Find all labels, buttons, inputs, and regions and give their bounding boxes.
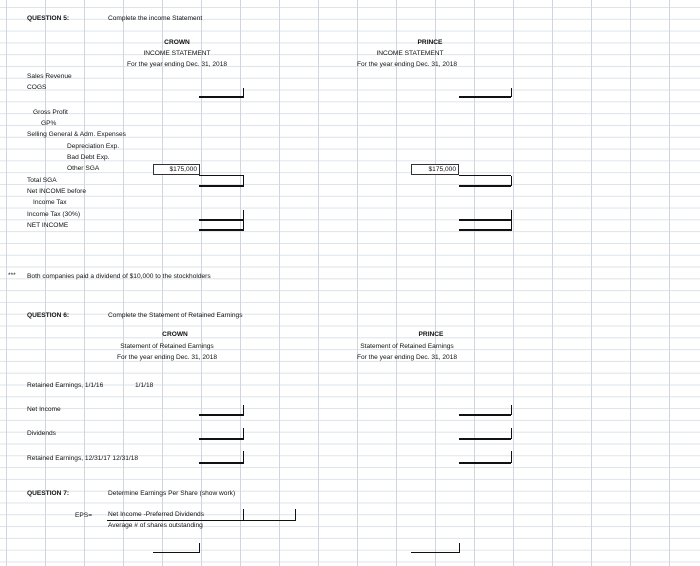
re-ending-prince-edge [511, 451, 512, 463]
eps-answer-cell-edge [295, 509, 296, 521]
net-income-crown-edge [243, 210, 244, 231]
re-net-income-prince-underline [459, 414, 511, 416]
net-income-crown-double-underline [199, 229, 244, 231]
cogs-prince-cell-edge [511, 88, 512, 97]
eps-numerator: Net Income -Preferred Dividends [108, 511, 205, 518]
re-dividends-prince-edge [511, 428, 512, 439]
cogs-crown-cell-edge [243, 88, 244, 97]
eps-prince-answer-line [411, 552, 460, 553]
re-ending-crown-edge [243, 451, 244, 463]
net-income-prince-edge [511, 210, 512, 231]
eps-prince-answer-edge [459, 543, 460, 553]
total-sga-prince-underline [459, 185, 511, 187]
row-label-income-tax-pct: Income Tax (30%) [27, 211, 81, 218]
question-6-label: QUESTION 6: [27, 312, 70, 319]
row-label-cogs: COGS [27, 84, 47, 91]
row-label-total-sga: Total SGA [27, 177, 57, 184]
prince-income-statement-period: For the year ending Dec. 31, 2018 [356, 61, 458, 68]
total-sga-crown-edge [243, 176, 244, 186]
income-tax-prince-underline [459, 219, 511, 221]
row-label-gross-profit: Gross Profit [33, 109, 68, 116]
prince-re-statement-period: For the year ending Dec. 31, 2018 [356, 354, 458, 361]
row-label-re-net-income: Net Income [27, 406, 61, 413]
re-net-income-crown-edge [243, 405, 244, 415]
prince-company-name: PRINCE [417, 39, 443, 46]
re-net-income-prince-edge [511, 405, 512, 415]
question-5-label: QUESTION 5: [27, 15, 70, 22]
crown-income-statement-title: INCOME STATEMENT [143, 50, 211, 57]
row-label-sga-header: Selling General & Adm. Expenses [27, 131, 126, 138]
total-sga-prince-edge [511, 176, 512, 186]
re-ending-prince-double-underline [459, 462, 511, 464]
row-label-re-beginning-alt: 1/1/18 [135, 382, 154, 389]
eps-label: EPS= [75, 512, 93, 519]
crown-other-sga-cell[interactable]: $175,000 [153, 164, 200, 175]
prince-re-statement-title: Statement of Retained Earnings [360, 343, 454, 350]
re-net-income-crown-underline [199, 414, 244, 416]
row-label-income-tax: Income Tax [33, 199, 67, 206]
prince-re-company-name: PRINCE [418, 331, 444, 338]
question-7-instruction: Determine Earnings Per Share (show work) [108, 490, 236, 497]
total-sga-crown-underline [199, 185, 244, 187]
crown-re-statement-title: Statement of Retained Earnings [120, 343, 214, 350]
crown-company-name: CROWN [164, 39, 190, 46]
crown-re-company-name: CROWN [162, 331, 188, 338]
eps-denominator: Average # of shares outstanding [108, 522, 203, 529]
question-7-label: QUESTION 7: [27, 490, 70, 497]
row-label-sales-revenue: Sales Revenue [27, 73, 72, 80]
re-ending-crown-double-underline [199, 462, 244, 464]
eps-crown-answer-edge [199, 543, 200, 553]
row-label-re-ending: Retained Earnings, 12/31/17 12/31/18 [27, 455, 139, 462]
dividend-note: Both companies paid a dividend of $10,000 to the stockholders [27, 273, 211, 280]
other-sga-prince-line [459, 175, 511, 176]
re-dividends-crown-edge [243, 428, 244, 439]
crown-re-statement-period: For the year ending Dec. 31, 2018 [116, 354, 218, 361]
eps-crown-answer-line [153, 552, 200, 553]
row-label-net-income-before: Net INCOME before [27, 188, 86, 195]
other-sga-crown-line [199, 175, 244, 176]
prince-income-statement-title: INCOME STATEMENT [376, 50, 444, 57]
eps-answer-cell-left [243, 509, 244, 521]
eps-fraction-bar [107, 520, 296, 521]
row-label-net-income: NET INCOME [27, 222, 69, 229]
row-label-gp-percent: GP% [41, 120, 57, 127]
re-dividends-prince-underline [459, 438, 511, 440]
prince-other-sga-cell[interactable]: $175,000 [411, 164, 459, 175]
row-label-re-beginning: Retained Earnings, 1/1/16 [27, 382, 104, 389]
row-label-re-dividends: Dividends [27, 430, 56, 437]
row-label-depreciation: Depreciation Exp. [67, 143, 120, 150]
re-dividends-crown-underline [199, 438, 244, 440]
row-label-other-sga: Other SGA [67, 165, 100, 172]
cogs-prince-underline [459, 96, 511, 98]
net-income-prince-double-underline [459, 229, 511, 231]
crown-income-statement-period: For the year ending Dec. 31, 2018 [126, 61, 228, 68]
income-tax-crown-underline [199, 219, 244, 221]
question-5-instruction: Complete the income Statement [108, 15, 203, 22]
question-6-instruction: Complete the Statement of Retained Earnings [108, 312, 243, 319]
row-label-bad-debt: Bad Debt Exp. [67, 154, 110, 161]
note-marker: *** [8, 272, 16, 279]
cogs-crown-underline [199, 96, 244, 98]
